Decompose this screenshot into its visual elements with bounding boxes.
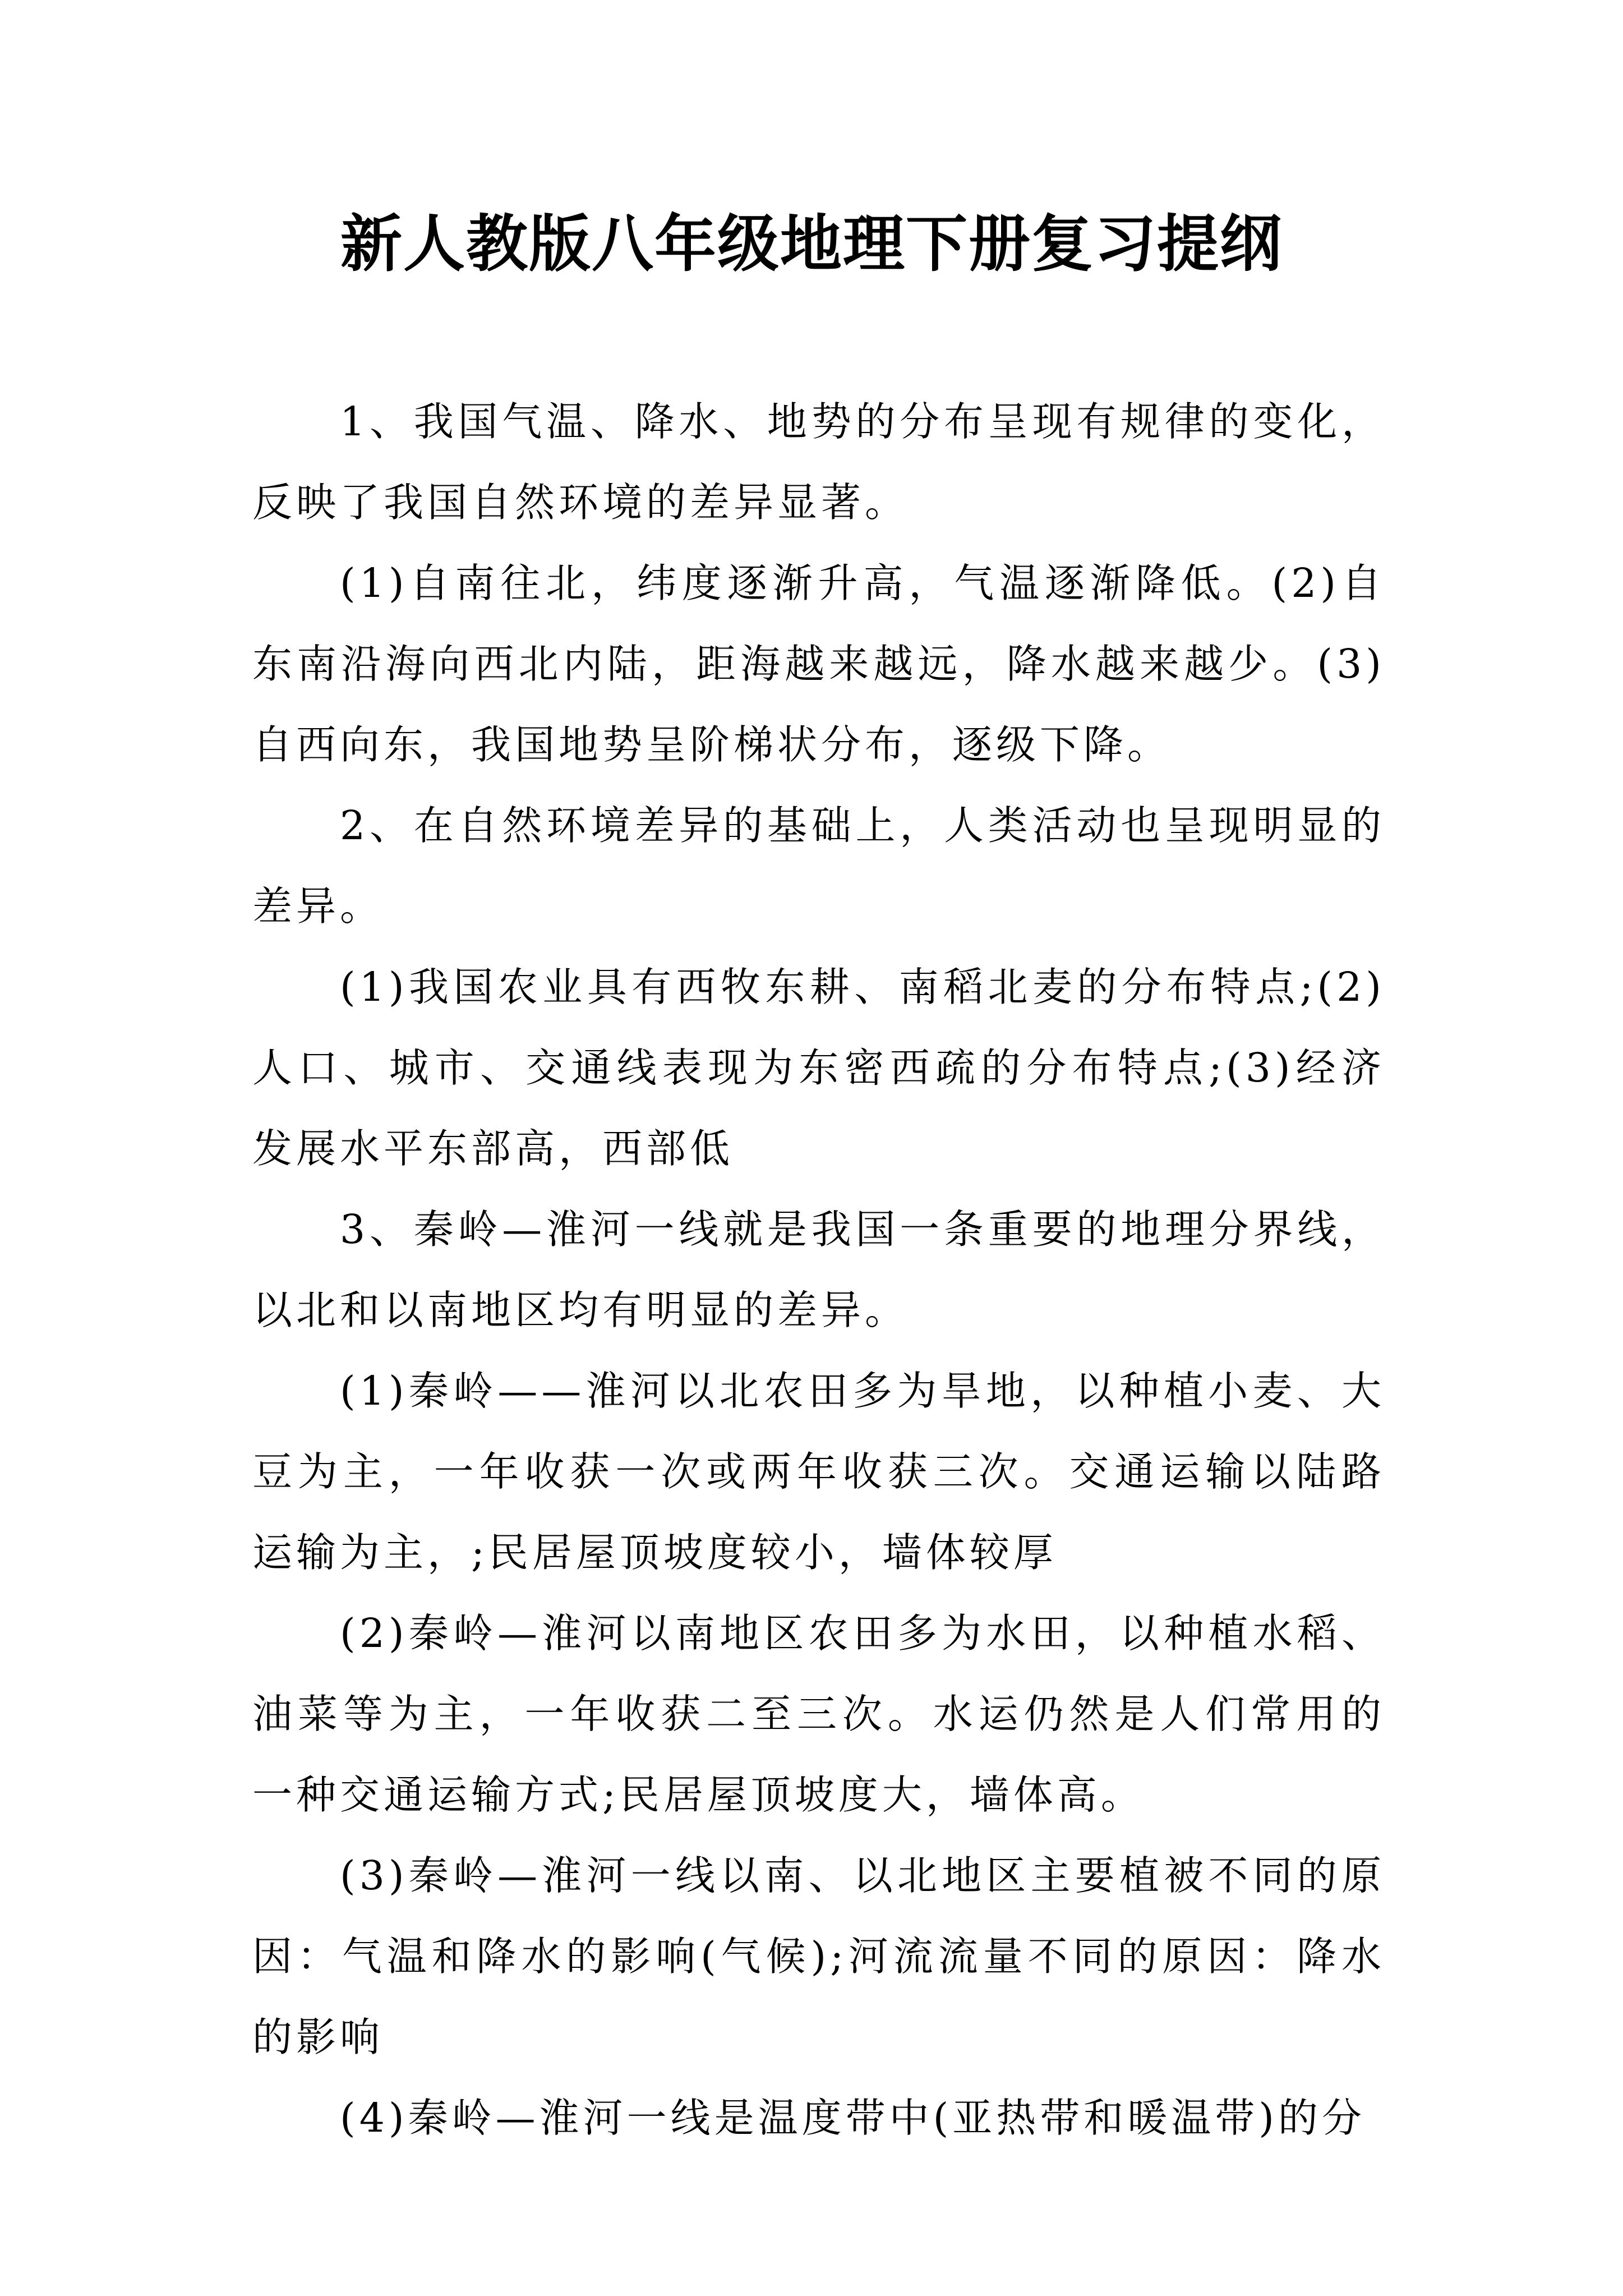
paragraph-9: (4)秦岭—淮河一线是温度带中(亚热带和暖温带)的分: [340, 2095, 1366, 2141]
paragraph-8: (3)秦岭—淮河一线以南、以北地区主要植被不同的原因：气温和降水的影响(气候);河流流量不同的原因：降水的影响: [252, 1852, 1385, 2060]
paragraph-2: (1)自南往北，纬度逐渐升高，气温逐渐降低。(2)自东南沿海向西北内陆，距海越来越远，降水越来越少。(3)自西向东，我国地势呈阶梯状分布，逐级下降。: [252, 560, 1385, 768]
document-body: [252, 381, 1385, 2159]
paragraph-7: (2)秦岭—淮河以南地区农田多为水田，以种植水稻、油菜等为主，一年收获二至三次。水运仍然是人们常用的一种交通运输方式;民居屋顶坡度大，墙体高。: [252, 1610, 1385, 1818]
paragraph-4: (1)我国农业具有西牧东耕、南稻北麦的分布特点;(2)人口、城市、交通线表现为东密西疏的分布特点;(3)经济发展水平东部高，西部低: [252, 964, 1385, 1172]
paragraph-5: 3、秦岭—淮河一线就是我国一条重要的地理分界线，以北和以南地区均有明显的差异。: [252, 1206, 1385, 1333]
paragraph-1: 1、我国气温、降水、地势的分布呈现有规律的变化，反映了我国自然环境的差异显著。: [252, 398, 1385, 526]
document-title: 新人教版八年级地理下册复习提纲: [340, 208, 1283, 280]
paragraph-3: 2、在自然环境差异的基础上，人类活动也呈现明显的差异。: [252, 802, 1385, 930]
paragraph-6: (1)秦岭——淮河以北农田多为旱地，以种植小麦、大豆为主，一年收获一次或两年收获三次。交通运输以陆路运输为主，;民居屋顶坡度较小，墙体较厚: [252, 1368, 1385, 1576]
